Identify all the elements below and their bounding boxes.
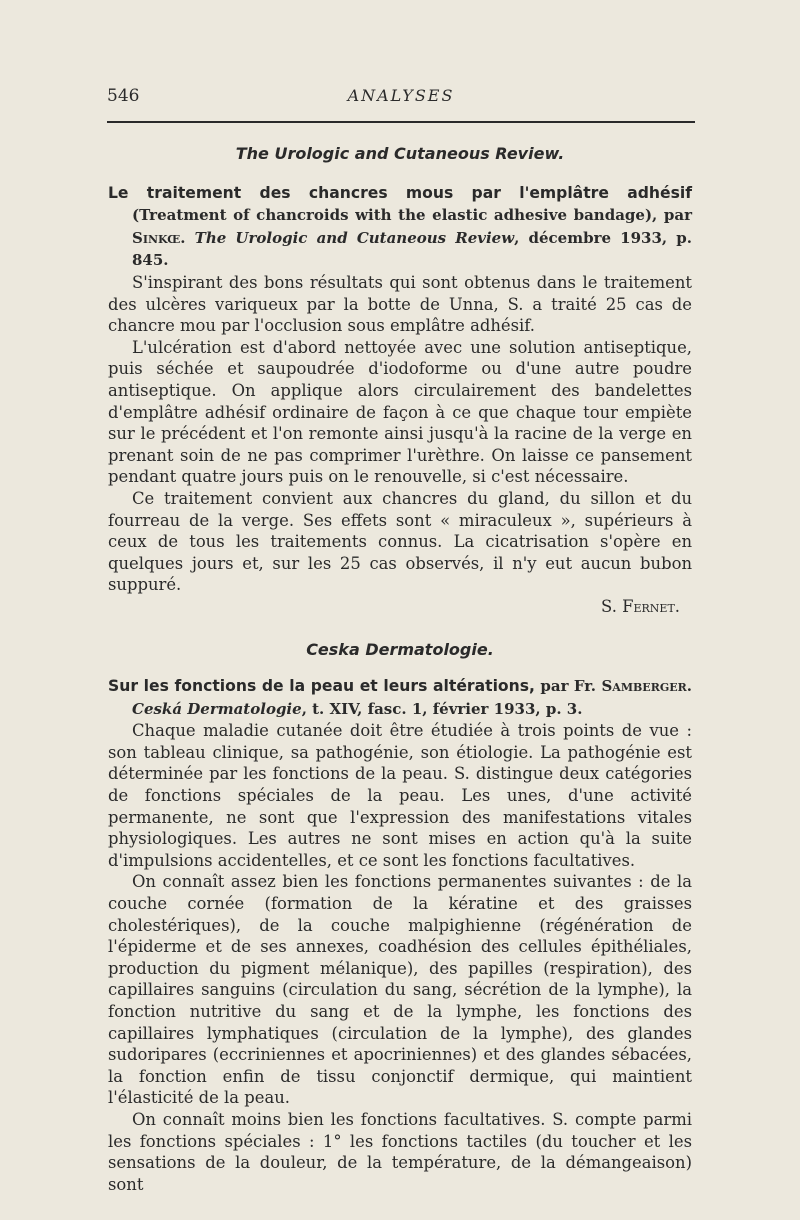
page-header — [107, 86, 695, 108]
article-title-chancres — [108, 182, 692, 272]
citation-details: , t. XIV, fasc. 1, février 1933, p. 3. — [301, 699, 583, 718]
page-number: 546 — [107, 86, 140, 106]
citation-details: , décembre 1933, p. 845. — [132, 228, 692, 270]
citation-separator: . — [180, 228, 195, 247]
running-head: ANALYSES — [347, 86, 455, 105]
section-heading-ceska: Ceska Dermatologie. — [306, 640, 494, 660]
article-translation: (Treatment of chancroids with the elastic adhesive bandage), par — [132, 206, 692, 225]
paragraph: Chaque maladie cutanée doit être étudiée à trois points de vue : son tableau clinique, sa pathogénie, son étiologie. La pathogénie est déterminée par les fonctions de la peau. S. distingue deux catégories de fonctions spéciales de la peau. Les unes, d'une activité permanente, ne sont que l'expression des manifestations vitales physiologiques. Les autres ne sont mises en action qu'à la suite d'impulsions accidentelles, et ce sont les fonctions facultatives. — [108, 721, 692, 870]
journal-name: The Urologic and Cutaneous Review — [194, 228, 515, 247]
paragraph: Ce traitement convient aux chancres du gland, du sillon et du fourreau de la verge. Ses effets sont « miraculeux », supérieurs à ceux de tous les traitements connus. La cicatrisation s'opère en quelques jours et, sur les 25 cas observés, il n'y eut aucun bubon suppuré. — [108, 488, 692, 595]
article-by: par Fr. — [534, 677, 602, 696]
page-content — [108, 143, 692, 1195]
article-author: Sinkœ — [132, 228, 181, 247]
section-heading-urologic: The Urologic and Cutaneous Review. — [235, 144, 565, 163]
paragraph: On connaît moins bien les fonctions facultatives. S. compte parmi les fonctions spéciales : 1° les fonctions tactiles (du toucher et les sensations de la douleur, de la température, de la démangeaison) sont — [108, 1109, 692, 1194]
paragraph: On connaît assez bien les fonctions permanentes suivantes : de la couche cornée (formation de la kératine et des graisses cholestériques), de la couche malpighienne (régénération de l'épiderme et de ses annexes, coadhésion des cellules épithéliales, production du pigment mélanique), des papilles (respiration), des capillaires sanguins (circulation du sang, sécrétion de la lymphe), la fonction nutritive du sang et de la lymphe, les fonctions des capillaires lymphatiques (circulation de la lymphe), des glandes sudoripares (eccriniennes et apocriniennes) et des glandes sébacées, la fonction enfin de tissu conjonctif dermique, qui maintient l'élasticité de la peau. — [108, 872, 692, 1108]
article-title-bold: Le traitement des chancres mous par l'emplâtre adhésif — [108, 183, 692, 202]
journal-name: Ceská Dermatologie — [132, 699, 302, 718]
article-title-bold: Sur les fonctions de la peau et leurs altérations, — [108, 677, 535, 696]
header-rule — [107, 121, 695, 123]
article-author: Samberger — [601, 677, 687, 696]
citation-separator: . — [686, 677, 692, 696]
signature: S. Fernet. — [601, 596, 680, 616]
article-title-fonctions — [108, 675, 692, 720]
paragraph: S'inspirant des bons résultats qui sont obtenus dans le traitement des ulcères variqueux par la botte de Unna, S. a traité 25 cas de chancre mou par l'occlusion sous emplâtre adhésif. — [108, 272, 692, 336]
paragraph: L'ulcération est d'abord nettoyée avec une solution antiseptique, puis séchée et saupoudrée d'iodoforme ou d'une autre poudre antiseptique. On applique alors circulairement des bandelettes d'emplâtre adhésif ordinaire de façon à ce que chaque tour empiète sur le précédent et l'on remonte ainsi jusqu'à la racine de la verge en prenant soin de ne pas comprimer l'urèthre. On laisse ce pansement pendant quatre jours puis on le renouvelle, si c'est nécessaire. — [108, 337, 692, 487]
